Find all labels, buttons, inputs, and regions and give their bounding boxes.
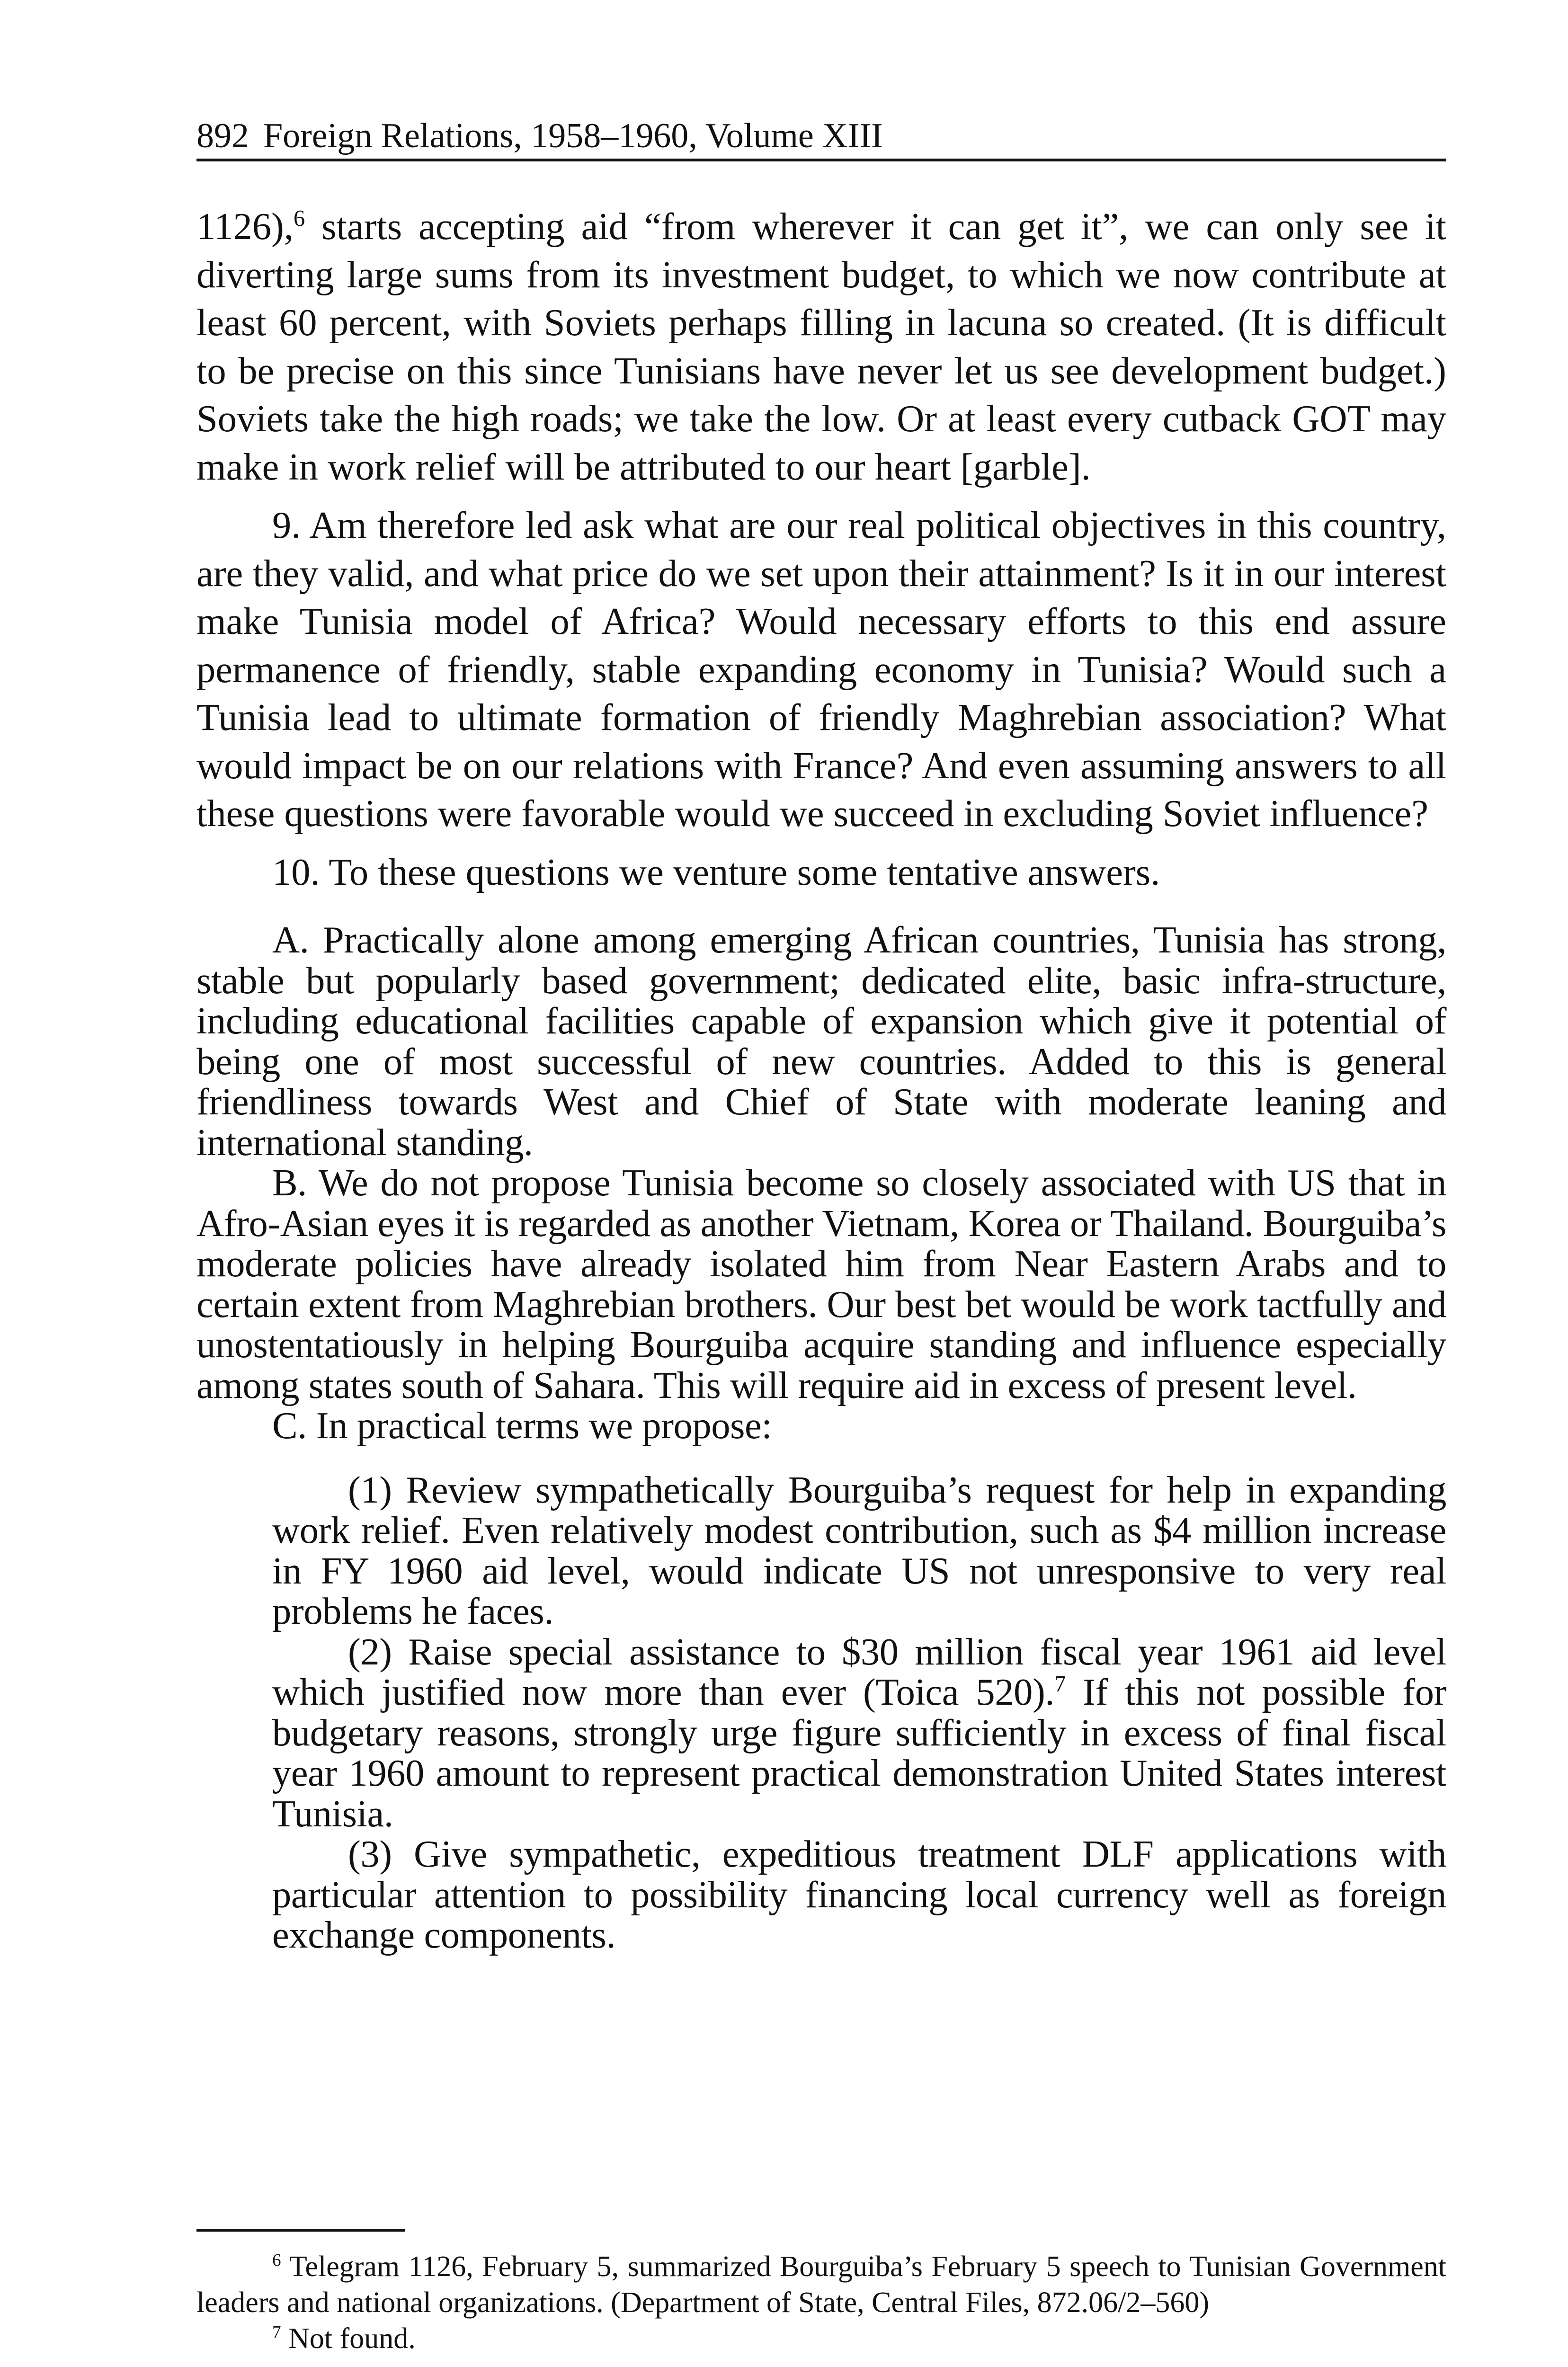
footnote-7 <box>196 2321 1446 2357</box>
proposal-item-2-text: (2) Raise special assistance to $30 million fiscal year 1961 aid level which justified now more than ever (Toica 520). <box>272 1630 1446 1713</box>
footnote-ref-6: 6 <box>293 206 305 231</box>
running-head <box>196 114 1446 161</box>
footnote-6-marker: 6 <box>272 2251 281 2270</box>
proposal-item-1: (1) Review sympathetically Bourguiba’s request for help in expanding work relief. Even relatively modest contribution, such as $4 million increase in FY 1960 aid level, would indicate US not unresponsive to very real problems he faces. <box>272 1468 1446 1632</box>
proposal-item-2 <box>196 1632 1446 1834</box>
footnote-divider <box>196 2229 405 2232</box>
proposal-item-3: (3) Give sympathetic, expeditious treatment DLF applications with particular attention to possibility financing local currency well as foreign exchange components. <box>272 1833 1446 1956</box>
footnotes <box>196 2249 1446 2357</box>
proposal-item-2-continued: If this not possible for budgetary reasons, strongly urge figure sufficiently in excess of final fiscal year 1960 amount to represent practical demonstration United States interest Tunisia. <box>272 1671 1446 1835</box>
paragraph-a: A. Practically alone among emerging African countries, Tunisia has strong, stable but popularly based government; dedicated elite, basic infra-structure, including educational facilities capable of expansion which give it potential of being one of most successful of new countries. Added to this is general friendliness towards West and Chief of State with moderate leaning and international standing. <box>196 919 1446 1164</box>
running-title: Foreign Relations, 1958–1960, Volume XIII <box>263 116 883 155</box>
paragraph-continued-text: starts accepting aid “from wherever it can get it”, we can only see it diverting large sums from its investment budget, to which we now contribute at least 60 percent, with Soviets perhaps filling in lacuna so created. (It is difficult to be precise on this since Tunisians have never let us see development budget.) Soviets take the high roads; we take the low. Or at least every cutback GOT may make in work relief will be attributed to our heart [garble]. <box>196 205 1446 488</box>
footnote-6-text: Telegram 1126, February 5, summarized Bourguiba’s February 5 speech to Tunisian Government leaders and national organizations. (Department of State, Central Files, 872.06/2–560) <box>196 2251 1446 2319</box>
paragraph-b: B. We do not propose Tunisia become so closely associated with US that in Afro-Asian eyes it is regarded as another Vietnam, Korea or Thailand. Bourguiba’s moderate policies have already isolated him from Near Eastern Arabs and to certain extent from Maghrebian brothers. Our best bet would be work tactfully and unostentatiously in helping Bourguiba acquire standing and influence especially among states south of Sahara. This will require aid in excess of present level. <box>196 1162 1446 1406</box>
footnote-ref-7: 7 <box>1054 1672 1066 1697</box>
body-text <box>196 203 1446 1956</box>
paragraph-9: 9. Am therefore led ask what are our real political objectives in this country, are they valid, and what price do we set upon their attainment? Is it in our interest make Tunisia model of Africa? Would necessary efforts to this end assure permanence of friendly, stable expanding economy in Tunisia? Would such a Tunisia lead to ultimate formation of friendly Maghrebian association? What would impact be on our relations with France? And even assuming answers to all these questions were favorable would we succeed in excluding Soviet influence? <box>196 504 1446 835</box>
footnote-7-marker: 7 <box>272 2323 281 2342</box>
paragraph-lead: 1126), <box>196 205 294 248</box>
footnote-6 <box>196 2249 1446 2321</box>
paragraph-c: C. In practical terms we propose: <box>272 1405 772 1447</box>
footnote-7-text: Not found. <box>281 2323 416 2355</box>
paragraph-continued <box>196 203 1446 491</box>
paragraph-10: 10. To these questions we venture some tentative answers. <box>272 851 1160 893</box>
page-number: 892 <box>196 116 249 155</box>
